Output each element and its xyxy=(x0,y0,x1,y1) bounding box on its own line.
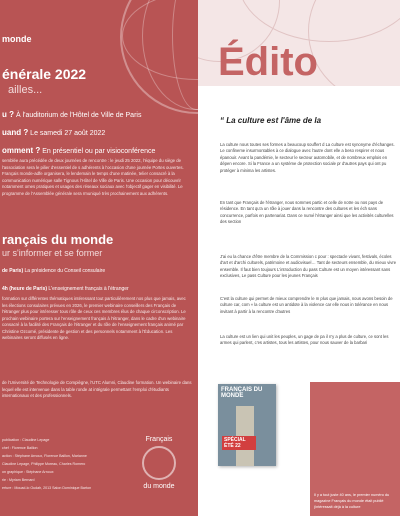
credit-line: chef : Florence Baillon xyxy=(2,446,38,450)
credit-line: action : Stéphane Arnoux, Florence Baillon, Marianne xyxy=(2,454,87,458)
how-text: En présentiel ou par visioconférence xyxy=(42,148,156,155)
how-label: omment ? xyxy=(2,146,41,155)
logo-ring-icon xyxy=(142,446,176,480)
anniversary-note xyxy=(310,382,400,516)
magazine-cover xyxy=(218,384,276,466)
where-text: À l'auditorium de l'Hôtel de Ville de Paris xyxy=(15,112,142,119)
edito-paragraph-4: C'est la culture qui permet de mieux comprendre le m plus que jamais, nous avons besoin de culture car, com « la culture est un antidote à la violence car elle nous in tolérance en nous invitant à partir à la rencontre d'autres xyxy=(220,296,393,314)
webinar-line-2 xyxy=(2,286,129,292)
when-line xyxy=(2,128,105,137)
assembly-subheading: ailles... xyxy=(8,84,43,96)
edito-title: Édito xyxy=(218,40,318,84)
webinar-subheading: ur s'informer et se former xyxy=(2,248,103,258)
webinar-paragraph: formation sur différentes thématiques intéressant tout particulièrement nos plus que jamais, avec les élections consulaires prévues en 2026, le premier webinaire conseillers des Français de l'étranger plus pour intéresser tous rôle de ceux ces membres élus de chaque circonscription. Le prochain webinaire portera sur l'enseignement français à l'étranger, dans le cadre d'un webinaire consacré à la facilité des Français de l'étranger et du rôle de l'enseignement français animé par Christine Ozcomé, présidente de gestion et des personnels notamment à l'Éducation. Les webinaires seront diffusés en ligne. xyxy=(2,296,186,340)
where-label: u ? xyxy=(2,110,14,119)
right-panel xyxy=(198,0,400,516)
utc-paragraph: de l'Université de Technologie de Compiègne, l'UTC Alumni, Claudine formation. Un webinaire dans lequel elle est intervenue dans la table ronde at intégrale permettant l'emploi d'étudiants internationaux et des professionnels. xyxy=(2,380,192,398)
webinar-1-topic: La présidence du Conseil consulaire xyxy=(24,268,106,274)
when-label: uand ? xyxy=(2,128,29,137)
left-panel xyxy=(0,0,198,516)
assembly-heading: énérale 2022 xyxy=(2,66,87,82)
cover-badge: SPÉCIAL ÉTÉ 22 xyxy=(222,436,256,450)
globe-decoration xyxy=(120,0,198,114)
edito-paragraph-2: En tant que Français de l'étranger, nous sommes partic et celle de notre ou nos pays de résidence. En tant qu'a un rôle à jouer dans la rencontre des cultures et les éch sans concurrence, parfois en partenariat. Dans ce numé l'étranger ainsi que les activités culturelles des section xyxy=(220,200,394,225)
credit-line: Claudine Lepage, Philippe Moreau, Charles Romero xyxy=(2,462,86,466)
when-text: Le samedi 27 août 2022 xyxy=(30,130,106,137)
where-line xyxy=(2,110,141,119)
logo-bottom-text: du monde xyxy=(143,483,175,490)
anniversary-note-text: Il y a tout juste 40 ans, le premier numéro du magazine Français du monde était publié (intéressait déjà à la culture xyxy=(314,493,390,509)
brand-text: monde xyxy=(2,34,32,44)
credits-block xyxy=(2,436,122,492)
edito-paragraph-3: J'ai eu la chance d'être membre de la Commission c pour : spectacle vivant, festivals, écoles d'art et d'archi culturels, patrimoine et audiovisuel… Tant de secteurs ensemble, du mieux vivre ensemble. Il faut bien toujours L'introduction du pass Culture est un moyen intéressant sans exclusives, Le pass Culture pour les jeunes Français xyxy=(220,254,397,279)
webinar-2-topic: L'enseignement français à l'étranger xyxy=(48,286,129,292)
logo-top-text: Français xyxy=(145,436,173,443)
edito-quote: “ La culture est l'âme de la xyxy=(220,116,322,125)
logo xyxy=(132,436,186,490)
edito-paragraph-5: La culture est un lien qui unit les peuples, un gage de pa il n'y a plus de culture, ce sont les armes qui parlent, c'es artistes, tous les artistes, pour nous sauver de la barbari xyxy=(220,334,389,346)
cover-title: FRANÇAIS DU MONDE xyxy=(221,387,263,399)
credit-line: on graphique : Stéphane Arnoux xyxy=(2,470,54,474)
webinar-2-time: 4h (heure de Paris) xyxy=(2,286,48,292)
webinar-1-time: de Paris) xyxy=(2,268,24,274)
webinar-heading: rançais du monde xyxy=(2,232,114,247)
credit-line: publication : Claudine Lepage xyxy=(2,438,50,442)
edito-paragraph-1: La culture nous toutes ses formes a beaucoup souffert d La culture est synonyme d'échanges. Le confineme insurmontables à ce dialogue avec l'autre dont elle a beso respirer et nous épanouir. Avant la pandémie, le secteur le secteur automobile, et de nombreux emplois en dépen encore. Si la France a un système de protection sociale pr d'autres pays qui ont pu protéger à minima les artistes. xyxy=(220,142,395,173)
assembly-paragraph: semblée aura précédée de deux journées de rencontre : le jeudi 25 2022, l'équipe du siège de l'association sera le pilier d'essentiel de s adhérents à l'occasion d'une journée Portes ouvertes. Français monde-adfe organisera, le lendemain le temps d'une matinée, telier consacré à la communication numérique salle Tignous l'Hôtel de Ville de Paris. Une occasion pour découvrir notamment omes pratiques et usages des réseaux sociaux avec l'objectif gager en visibilité. Le programme de l'Assemblée générale sera rmuniqué très prochainement aux adhérents. xyxy=(2,158,184,196)
how-line xyxy=(2,146,155,155)
credit-line: erture : Mouad-lo Oudah, 2013 Salon Dominique Barton xyxy=(2,486,92,490)
credit-line: rie : Myriam Bernard xyxy=(2,478,35,482)
webinar-line-1 xyxy=(2,268,105,274)
